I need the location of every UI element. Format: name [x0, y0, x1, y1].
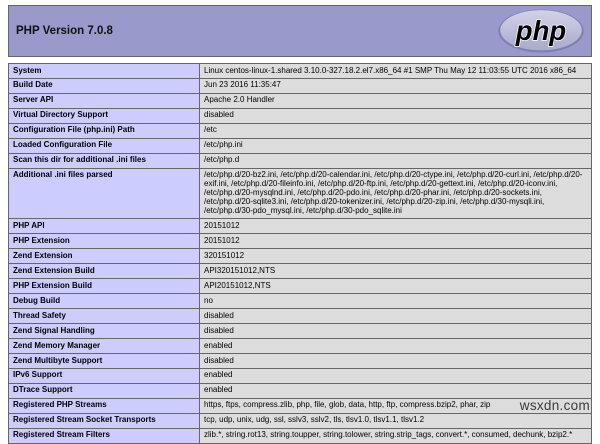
info-row-value: zlib.*, string.rot13, string.toupper, string.tolower, string.strip_tags, convert.*, consumed, dechunk, bzip2.*: [200, 428, 592, 443]
info-row-value: tcp, udp, unix, udg, ssl, sslv3, sslv2, tls, tlsv1.0, tlsv1.1, tlsv1.2: [200, 413, 592, 428]
table-row: [9, 398, 592, 413]
table-row: [9, 413, 592, 428]
info-row-label: DTrace Support: [9, 383, 200, 398]
table-row: [9, 78, 592, 93]
info-row-label: IPv6 Support: [9, 368, 200, 383]
info-row-value: enabled: [200, 383, 592, 398]
info-row-value: Apache 2.0 Handler: [200, 93, 592, 108]
table-row: [9, 64, 592, 79]
table-row: [9, 123, 592, 138]
info-row-label: Virtual Directory Support: [9, 108, 200, 123]
info-row-value: Linux centos-linux-1.shared 3.10.0-327.18.2.el7.x86_64 #1 SMP Thu May 12 11:03:55 UTC 2016 x86_64: [200, 64, 592, 79]
table-row: [9, 294, 592, 309]
info-row-label: Server API: [9, 93, 200, 108]
info-row-value: enabled: [200, 368, 592, 383]
info-row-value: 20151012: [200, 234, 592, 249]
info-row-label: Zend Signal Handling: [9, 324, 200, 339]
info-row-value: /etc: [200, 123, 592, 138]
table-row: [9, 279, 592, 294]
info-row-value: disabled: [200, 309, 592, 324]
table-row: [9, 354, 592, 369]
table-row: [9, 368, 592, 383]
info-row-value: API20151012,NTS: [200, 279, 592, 294]
php-logo-icon: [497, 15, 585, 58]
info-row-value: enabled: [200, 339, 592, 354]
info-row-value: disabled: [200, 324, 592, 339]
phpinfo-header: [8, 5, 592, 57]
svg-text:php: php: [515, 15, 567, 47]
page-title: PHP Version 7.0.8: [16, 25, 113, 37]
watermark: wsxdn.com: [519, 398, 590, 413]
table-row: [9, 309, 592, 324]
table-row: [9, 108, 592, 123]
info-row-label: PHP Extension: [9, 234, 200, 249]
table-row: [9, 234, 592, 249]
info-row-value: /etc/php.ini: [200, 138, 592, 153]
table-row: [9, 264, 592, 279]
info-row-label: Build Date: [9, 78, 200, 93]
info-row-label: Loaded Configuration File: [9, 138, 200, 153]
table-row: [9, 153, 592, 168]
info-row-value: Jun 23 2016 11:35:47: [200, 78, 592, 93]
info-row-value: /etc/php.d: [200, 153, 592, 168]
info-row-value: no: [200, 294, 592, 309]
info-row-label: PHP Extension Build: [9, 279, 200, 294]
table-row: [9, 93, 592, 108]
table-row: [9, 138, 592, 153]
info-row-label: System: [9, 64, 200, 79]
info-row-value: /etc/php.d/20-bz2.ini, /etc/php.d/20-calendar.ini, /etc/php.d/20-ctype.ini, /etc/php.d/20-curl.ini, /etc/php.d/20-exif.ini, /etc/php.d/20-fileinfo.ini, /etc/php.d/20-ftp.ini, /etc/php.d/20-gettext.ini, /etc/php.d/20-iconv.ini, /etc/php.d/20-mysqlnd.ini, /etc/php.d/20-pdo.ini, /etc/php.d/20-phar.ini, /etc/php.d/20-sockets.ini, /etc/php.d/20-sqlite3.ini, /etc/php.d/20-tokenizer.ini, /etc/php.d/20-zip.ini, /etc/php.d/30-mysqli.ini, /etc/php.d/30-pdo_mysql.ini, /etc/php.d/30-pdo_sqlite.ini: [200, 168, 592, 219]
info-row-label: Registered Stream Socket Transports: [9, 413, 200, 428]
info-row-value: https, ftps, compress.zlib, php, file, glob, data, http, ftp, compress.bzip2, phar, zip: [200, 398, 592, 413]
info-row-label: Configuration File (php.ini) Path: [9, 123, 200, 138]
info-row-value: disabled: [200, 108, 592, 123]
table-row: [9, 383, 592, 398]
table-row: [9, 249, 592, 264]
info-row-label: Registered Stream Filters: [9, 428, 200, 443]
info-row-value: API320151012,NTS: [200, 264, 592, 279]
info-row-label: Scan this dir for additional .ini files: [9, 153, 200, 168]
info-row-label: Debug Build: [9, 294, 200, 309]
table-row: [9, 168, 592, 219]
php-info-table: [8, 63, 592, 444]
info-row-label: PHP API: [9, 219, 200, 234]
info-row-label: Zend Memory Manager: [9, 339, 200, 354]
info-row-label: Zend Extension: [9, 249, 200, 264]
info-row-value: disabled: [200, 354, 592, 369]
info-row-label: Registered PHP Streams: [9, 398, 200, 413]
info-row-label: Thread Safety: [9, 309, 200, 324]
info-row-value: 320151012: [200, 249, 592, 264]
table-row: [9, 428, 592, 443]
info-row-label: Zend Multibyte Support: [9, 354, 200, 369]
info-row-value: 20151012: [200, 219, 592, 234]
table-row: [9, 339, 592, 354]
table-row: [9, 219, 592, 234]
info-row-label: Zend Extension Build: [9, 264, 200, 279]
table-row: [9, 324, 592, 339]
php-logo-link[interactable]: [497, 8, 585, 54]
info-table-body: [9, 64, 592, 444]
info-row-label: Additional .ini files parsed: [9, 168, 200, 219]
